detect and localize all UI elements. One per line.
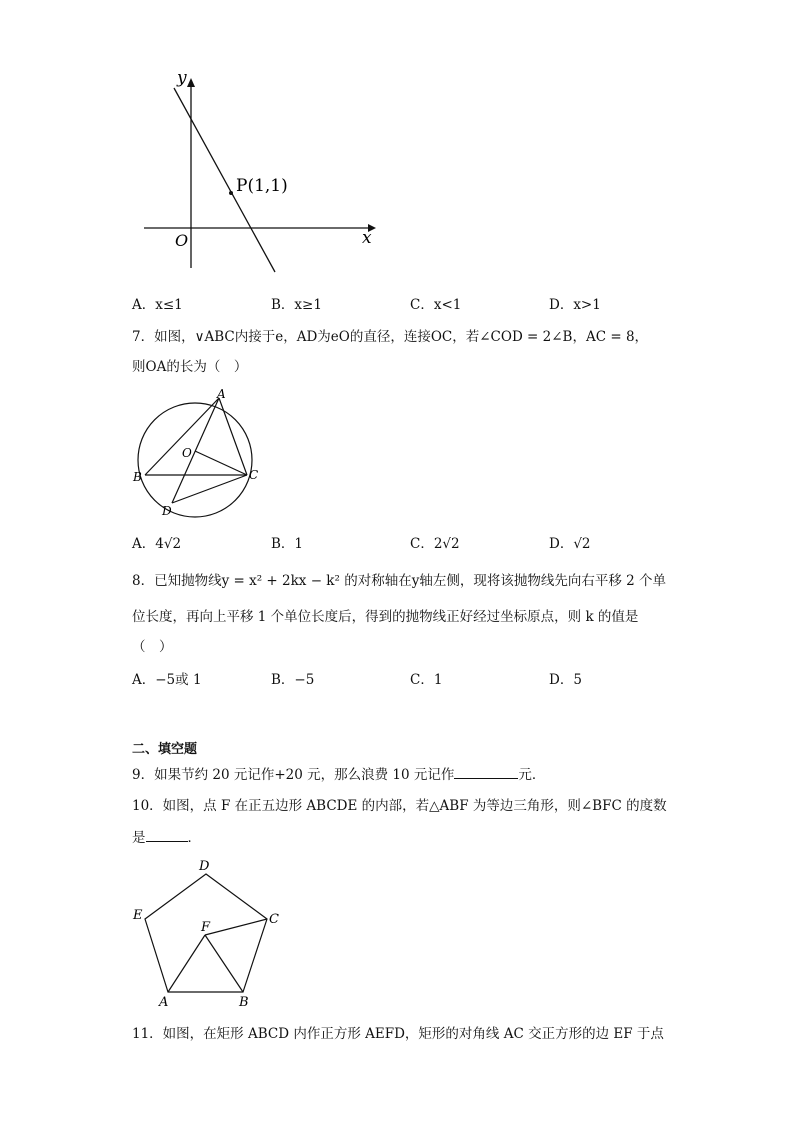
- circle-o: [138, 403, 252, 517]
- q7-circle-figure: [125, 385, 270, 525]
- q7-option-b: B．1: [271, 536, 304, 552]
- q8-option-d: D．5: [549, 672, 582, 688]
- point-p-label: P(1,1): [236, 176, 288, 196]
- label-d: D: [199, 859, 210, 874]
- q6-option-a: A．x≤1: [132, 297, 183, 313]
- q8-stem-line1: 8．已知抛物线y = x² + 2kx − k² 的对称轴在y轴左侧，现将该抛物线先向右平移 2 个单: [132, 573, 666, 589]
- q9-stem-post: 元．: [518, 767, 546, 783]
- q10-answer-blank[interactable]: [146, 827, 188, 842]
- label-b: B: [239, 995, 249, 1010]
- section-heading: 二、填空题: [132, 742, 198, 757]
- q11-stem-line1: 11．如图，在矩形 ABCD 内作正方形 AEFD，矩形的对角线 AC 交正方形的边 EF 于点: [132, 1026, 664, 1042]
- q9-stem: [132, 764, 545, 784]
- q9-answer-blank[interactable]: [454, 764, 518, 779]
- q10-stem-post: ．: [187, 830, 201, 846]
- label-o: O: [182, 446, 192, 460]
- q7-option-a: A．4√2: [132, 536, 182, 552]
- q7-option-d: D．√2: [549, 536, 591, 552]
- q10-stem-line2: [132, 827, 201, 847]
- label-b: B: [133, 470, 142, 484]
- point-p: [229, 191, 233, 195]
- q10-pentagon-figure: [125, 855, 290, 1015]
- q6-option-b: B．x≥1: [271, 297, 322, 313]
- q8-option-c: C．1: [410, 672, 443, 688]
- x-label: x: [362, 228, 372, 248]
- q8-stem-line3: （ ）: [132, 639, 173, 655]
- y-axis-arrow: [187, 78, 195, 87]
- q8-option-b: B．−5: [271, 672, 315, 688]
- label-a: A: [159, 995, 169, 1010]
- q10-stem-pre: 是: [132, 830, 146, 846]
- q8-option-a: A．−5或 1: [132, 672, 202, 688]
- label-a: A: [217, 387, 226, 401]
- q9-stem-pre: 9．如果节约 20 元记作+20 元，那么浪费 10 元记作: [132, 767, 455, 783]
- diameter-ad: [172, 398, 219, 503]
- q6-graph: [130, 65, 390, 285]
- label-c: C: [249, 468, 259, 482]
- label-d: D: [162, 504, 172, 518]
- q7-option-c: C．2√2: [410, 536, 460, 552]
- q10-stem-line1: 10．如图，点 F 在正五边形 ABCDE 的内部，若△ABF 为等边三角形，则∠BFC 的度数: [132, 798, 667, 814]
- q8-stem-line2: 位长度，再向上平移 1 个单位长度后，得到的抛物线正好经过坐标原点，则 k 的值是: [132, 609, 639, 625]
- y-label: y: [177, 68, 187, 88]
- label-c: C: [269, 912, 279, 927]
- label-e: E: [133, 908, 143, 923]
- label-f: F: [201, 920, 211, 935]
- q7-stem-line2: 则OA的长为（ ）: [132, 359, 248, 375]
- q7-stem-line1: 7．如图，∨ABC内接于e，AD为eO的直径，连接OC，若∠COD = 2∠B，AC = 8，: [132, 329, 649, 345]
- origin-label: O: [175, 231, 189, 250]
- q6-option-d: D．x>1: [549, 297, 601, 313]
- q6-option-c: C．x<1: [410, 297, 462, 313]
